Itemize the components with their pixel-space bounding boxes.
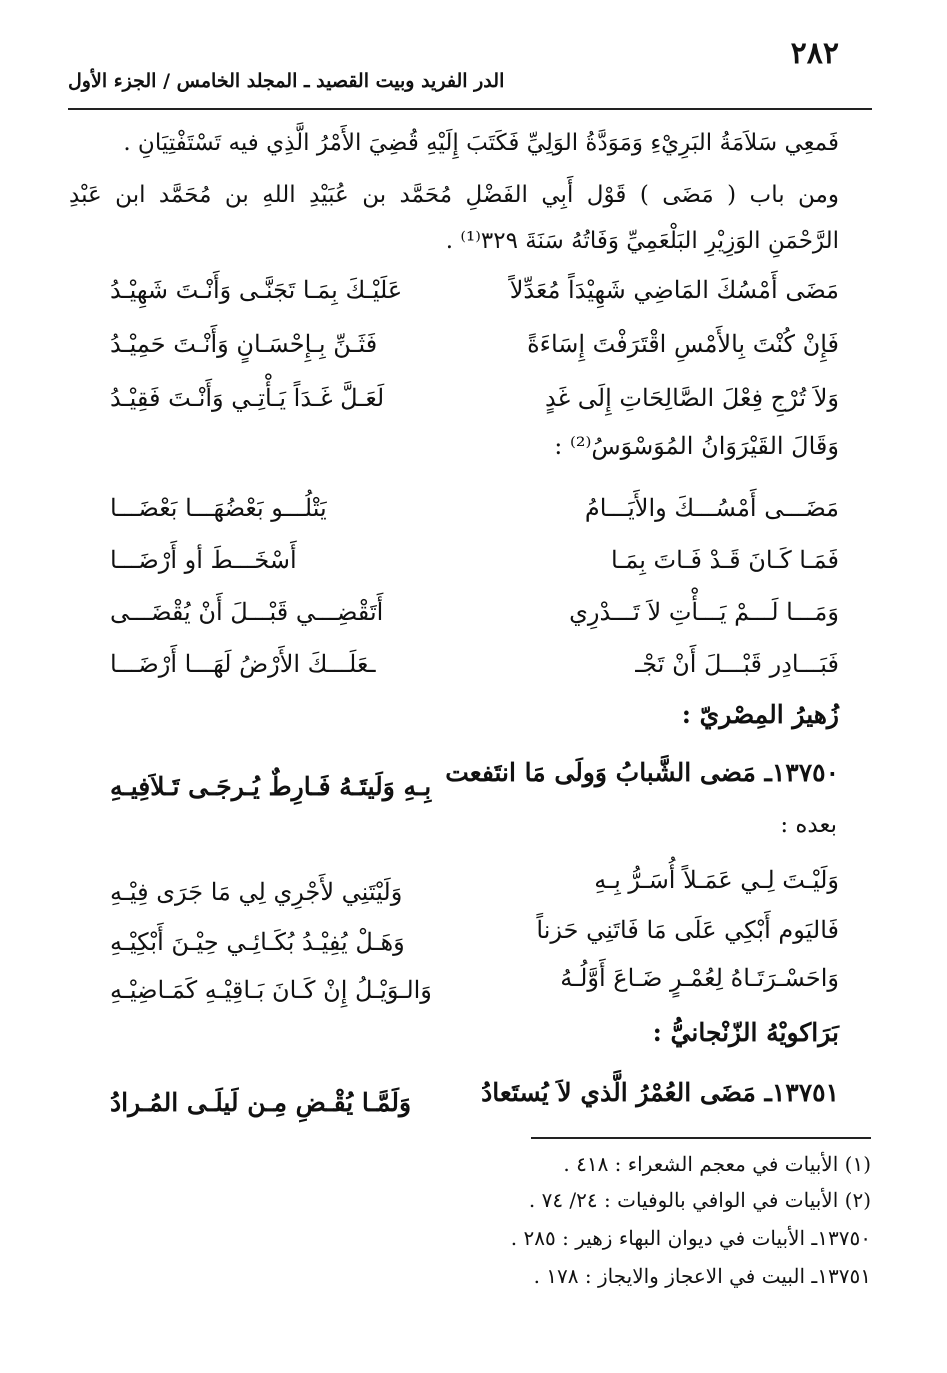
poem2-verse2-first-hemistich: فَمَـا كَـانَ قَـدْ فَـاتَ بِمَـا [610,546,839,574]
poem2-verse3-second-hemistich: أَتَقْضِـــي قَبْـــلَ أَنْ يُقْضَـــى [110,598,384,626]
poem3-verse3-first-hemistich: وَاحَسْـرَتَـاهُ لِعُمْـرٍ ضَـاعَ أَوَّلُـهُ [560,964,839,992]
poem3-verse3-second-hemistich: وَالـوَيْـلُ إِنْ كَـانَ بَـاقِيْـهِ كَمَـاضِيْـهِ [110,976,432,1004]
poem3-verse1-first-hemistich: وَلَيْـتَ لِـي عَمَـلاً أُسَـرُّ بِـهِ [594,866,839,894]
paragraph-2 [69,172,839,264]
after-label: بعده : [780,812,837,838]
paragraph-1-text: فَمعِي سَلاَمَةُ البَرِيْءِ وَمَوَدَّةُ الوَلِيِّ فَكَتَبَ إِلَيْهِ قُضِيَ الأَمْرُ الَّذِي فيه تَسْتَفْتِيَانِ . [123,130,839,156]
poem2-verse1-first-hemistich: مَضَـــى أَمْسُـــكَ والأَيَـــامُ [584,494,839,522]
poem1-verse3-first-hemistich: وَلاَ تُرْجِ فِعْلَ الصَّالِحَاتِ إِلَى غَدٍ [544,384,839,412]
header-divider [68,108,872,110]
verse-13750-first-hemistich: ١٣٧٥٠ـ مَضى الشَّبابُ وَولَى مَا انتَفعت [445,758,839,787]
poem1-verse1-first-hemistich: مَضَى أَمْسُكَ المَاضِي شَهِيْدَاً مُعَدِّلاً [509,276,839,304]
poem1-verse2-first-hemistich: فَإِنْ كُنْتَ بِالأَمْسِ اقْتَرَفْتَ إِسَاءَةً [527,330,839,358]
footnote-13751: ١٣٧٥١ـ البيت في الاعجاز والايجاز : ١٧٨ . [533,1264,871,1288]
poet-name-zuhair: زُهيرُ المِصْريّ : [681,700,839,729]
poem1-verse1-second-hemistich: عَلَيْـكَ بِمَـا تَجَنَّـى وَأَنْـتَ شَهِيْـدُ [110,276,403,304]
poem3-verse2-first-hemistich: فَاليَوم أَبْكِي عَلَى مَا فَاتَنِي حَزناً [536,916,839,944]
footnote-2: (٢) الأبيات في الوافي بالوفيات : ٢٤/ ٧٤ . [528,1188,871,1212]
verse-13750-second-hemistich: بِـهِ وَلَيتَـهُ فَـارِطٌ يُـرجَـى تَـلاَفِيـهِ [110,772,432,801]
poem1-verse3-second-hemistich: لَعَـلَّ غَـدَاً يَـأْتِـي وَأَنْـتَ فَقِيْـدُ [110,384,385,412]
verse-13751-first-hemistich: ١٣٧٥١ـ مَضَى العُمْرُ الَّذي لاَ يُستَعادُ [481,1078,839,1107]
poem3-verse1-second-hemistich: وَلَيْتَنِي لأَجْرِي لِي مَا جَرَى فِيْـهِ [110,878,403,906]
poem2-verse4-second-hemistich: ـعَلَـــكَ الأَرْضُ لَهَـــا أَرْضَـــا [110,650,376,678]
paragraph-2-line-1: ومن باب ( مَضَى ) قَوْل أَبِي الفَضْلِ مُحَمَّد بن عُبَيْدِ اللهِ بن مُحَمَّد ابن عَبْدِ [69,182,839,208]
page-number: ٢٨٢ [790,36,839,71]
poet-name-barakawayh: بَرَاكويْهُ الزّنْجانيُّ : [652,1018,839,1047]
footnote-1: (١) الأبيات في معجم الشعراء : ٤١٨ . [563,1152,871,1176]
footnote-13750: ١٣٧٥٠ـ الأبيات في ديوان البهاء زهير : ٢٨٥ . [510,1226,871,1250]
poem2-verse3-first-hemistich: وَمَـــا لَـــمْ يَـــأْتِ لاَ تَـــدْرِي [569,598,839,626]
poem2-verse4-first-hemistich: فَبَـــادِر قَبْـــلَ أَنْ تَجْـ [635,650,839,678]
poem2-intro: وَقَالَ القَيْرَوَانُ المُوَسْوَسُ⁽²⁾ : [554,432,839,460]
poem3-verse2-second-hemistich: وَهَـلْ يُفِيْـدُ بُكَـائِـي حِيْـنَ أَبْكِيْـهِ [110,928,405,956]
paragraph-2-line-2: الرَّحْمَنِ الوَزِيْرِ البَلْعَمِيِّ وَفَاتُهُ سَنَةَ ٣٢٩⁽¹⁾ . [445,228,839,254]
paragraph-1 [69,120,839,166]
running-header: الدر الفريد وبيت القصيد ـ المجلد الخامس / الجزء الأول [68,70,505,92]
poem2-verse1-second-hemistich: يَتْلُـــو بَعْضُهَـــا بَعْضَـــا [110,494,327,522]
footnote-divider [531,1137,871,1139]
verse-13751-second-hemistich: وَلَمَّـا يُقْـضِ مِـن لَيلَـى المُـرادُ [110,1088,412,1117]
poem2-verse2-second-hemistich: أَسْخَـــطَ أو أَرْضَـــا [110,546,297,574]
poem1-verse2-second-hemistich: فَثَـنِّ بِـإِحْسَـانٍ وَأَنْـتَ حَمِيْـدُ [110,330,378,358]
